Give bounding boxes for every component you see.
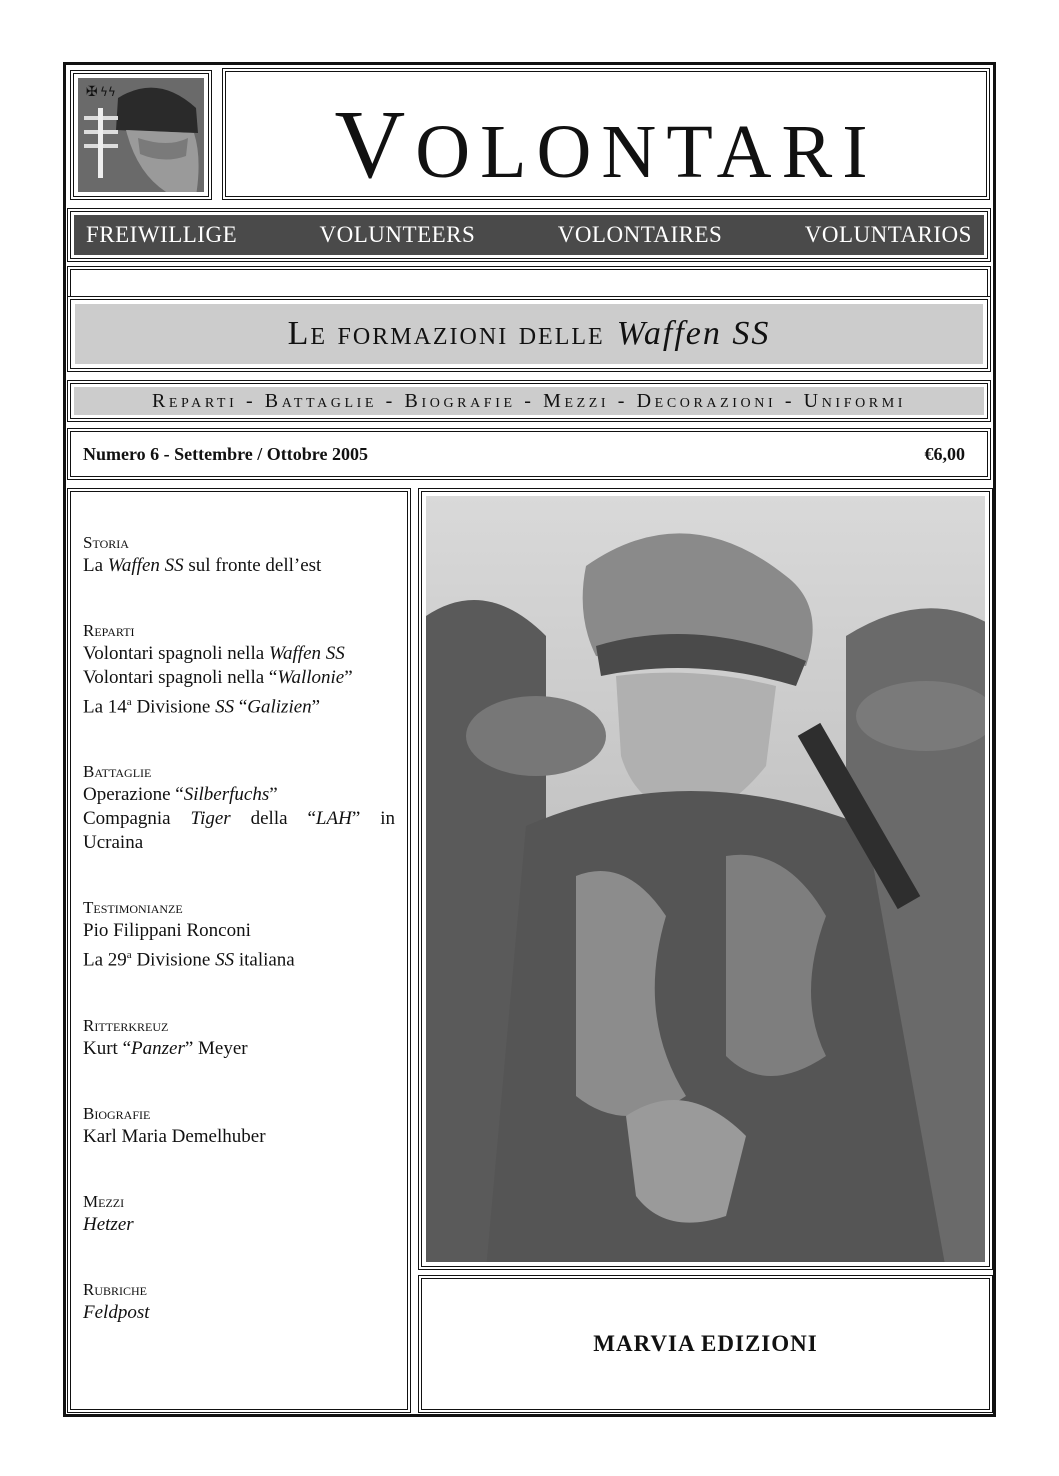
svg-text:✠: ✠	[86, 84, 98, 100]
toc-section	[83, 532, 395, 578]
toc-section-heading: Reparti	[83, 621, 135, 640]
toc-section-heading: Ritterkreuz	[83, 1015, 169, 1035]
toc-section	[83, 761, 395, 855]
subtitle-lead: Le formazioni delle	[287, 315, 605, 352]
svg-text:ϟϟ: ϟϟ	[100, 85, 116, 99]
publisher-box	[418, 1275, 993, 1413]
toc-section	[83, 1103, 395, 1149]
masthead-initial: V	[334, 91, 416, 199]
toc-section	[83, 1279, 395, 1325]
toc-entry: Pio Filippani Ronconi	[83, 920, 251, 942]
topics-bar	[67, 380, 991, 422]
languages-bar	[67, 208, 991, 262]
issue-info-bar	[67, 428, 991, 480]
toc-entry: Compagnia Tiger della “LAH” in Ucraina	[83, 808, 395, 854]
toc-section-heading: Battaglie	[83, 762, 152, 782]
toc-entry: Volontari spagnoli nella “Wallonie”	[83, 667, 353, 688]
toc-section	[83, 1015, 395, 1061]
toc-section	[83, 897, 395, 972]
topics-text: Reparti - Battaglie - Biografie - Mezzi - Decorazioni - Uniformi	[74, 387, 984, 415]
toc-entry: Operazione “Silberfuchs”	[83, 784, 278, 806]
toc-section-heading: Mezzi	[83, 1191, 125, 1211]
toc-entry: Feldpost	[83, 1301, 150, 1323]
toc-entry: Kurt “Panzer” Meyer	[83, 1037, 248, 1059]
issue-price: €6,00	[924, 443, 965, 464]
toc-section	[83, 1191, 395, 1237]
helmeted-soldier-emblem-icon	[78, 78, 204, 192]
toc-section-heading: Rubriche	[83, 1279, 148, 1299]
toc-entry: La Waffen SS sul fronte dell’est	[83, 555, 322, 576]
toc-section-heading: Testimonianze	[83, 898, 183, 918]
subtitle-emphasis: Waffen SS	[616, 315, 771, 352]
toc-entry: La 14$^a$ Divisione SS “Galizien”	[83, 696, 321, 718]
toc-entry: Hetzer	[83, 1213, 134, 1235]
language-label: VOLUNTARIOS	[804, 222, 972, 247]
cover-photo	[426, 496, 985, 1262]
language-label: VOLUNTEERS	[319, 222, 476, 247]
masthead-title	[226, 82, 986, 209]
issue-number: Numero 6 - Settembre / Ottobre 2005	[83, 443, 368, 464]
cover-photo-frame	[418, 488, 993, 1270]
divider-band	[67, 266, 991, 296]
subtitle-bar	[67, 296, 991, 372]
masthead-logo	[70, 70, 212, 200]
masthead-rest: OLONTARI	[415, 110, 878, 194]
toc-entry: La 29$^a$ Divisione SS italiana	[83, 949, 295, 971]
toc-section	[83, 620, 395, 719]
toc-section-heading: Storia	[83, 533, 129, 552]
toc-section-heading: Biografie	[83, 1103, 151, 1123]
toc-entry: Volontari spagnoli nella Waffen SS	[83, 643, 345, 664]
language-label: FREIWILLIGE	[86, 222, 238, 247]
table-of-contents	[67, 488, 411, 1413]
language-label: VOLONTAIRES	[557, 222, 723, 247]
publisher-name: MARVIA EDIZIONI	[593, 1331, 818, 1356]
masthead-title-box	[222, 68, 990, 200]
toc-entry: Karl Maria Demelhuber	[83, 1125, 266, 1147]
